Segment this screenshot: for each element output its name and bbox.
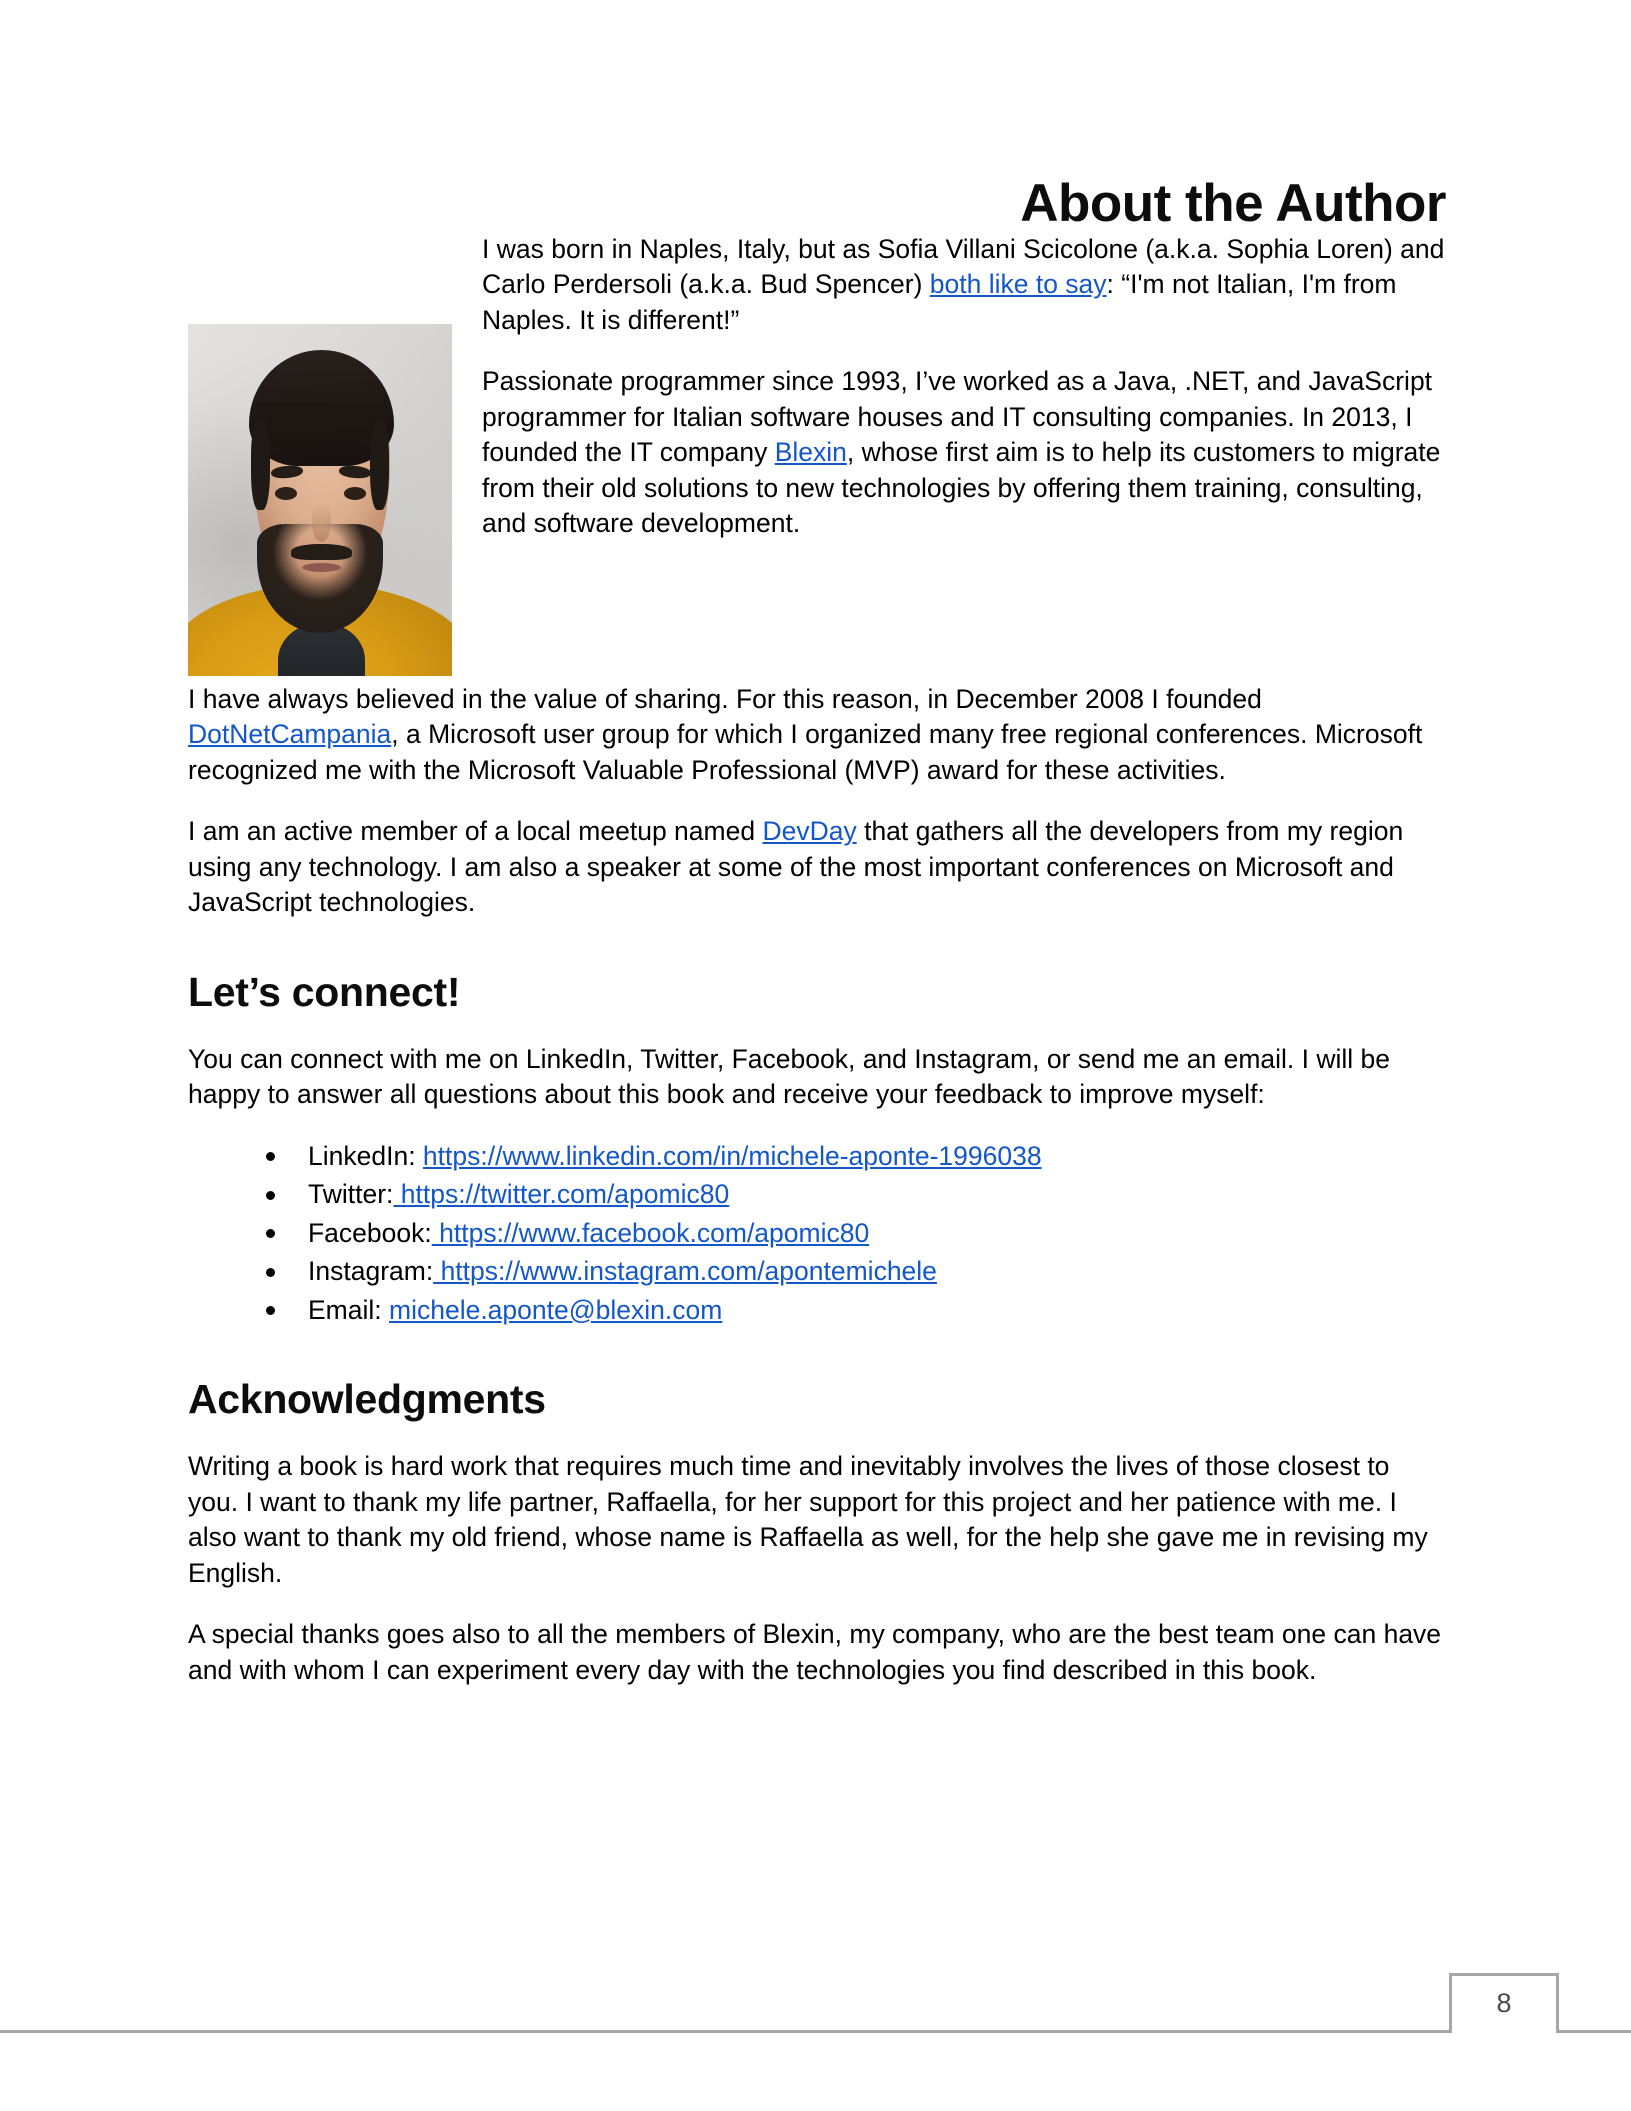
paragraph-meetup-text-1: I am an active member of a local meetup named — [188, 816, 763, 847]
page-footer — [0, 1971, 1631, 2033]
portrait-eye-right — [344, 487, 366, 500]
contact-label-linkedin: LinkedIn: — [308, 1140, 423, 1171]
footer-rule-right — [1559, 2030, 1631, 2033]
paragraph-birthplace-text-2: : “I'm not Italian, I'm from Naples. It is different!” — [482, 269, 1397, 335]
devday-link[interactable]: DevDay — [762, 816, 857, 847]
bullet-icon — [266, 1152, 275, 1161]
contact-label-instagram: Instagram: — [308, 1256, 434, 1287]
intro-block — [188, 232, 1446, 682]
twitter-profile-link[interactable]: https://twitter.com/apomic80 — [393, 1179, 730, 1210]
paragraph-career-text-1: Passionate programmer since 1993, I’ve worked as a Java, .NET, and JavaScript programmer for Italian software houses and IT consulting companies. In 2013, I founded the IT company — [482, 366, 1433, 468]
paragraph-acknowledgments-first: Writing a book is hard work that requires much time and inevitably involves the lives of those closest to you. I want to thank my life partner, Raffaella, for her support for this project and her patience with me. I also want to thank my old friend, whose name is Raffaella as well, for the help she gave me in revising my English. — [188, 1451, 1428, 1588]
list-item-linkedin — [188, 1139, 1446, 1175]
portrait-sideburn-left — [251, 419, 269, 511]
contact-label-twitter: Twitter: — [308, 1179, 394, 1210]
bullet-icon — [266, 1306, 275, 1315]
bullet-icon — [266, 1229, 275, 1238]
both-like-to-say-link[interactable]: both like to say — [929, 269, 1107, 300]
linkedin-profile-link[interactable]: https://www.linkedin.com/in/michele-aponte-1996038 — [422, 1140, 1042, 1171]
author-portrait-image — [188, 324, 452, 676]
contact-label-email: Email: — [308, 1294, 389, 1325]
portrait-nose — [312, 503, 330, 542]
paragraph-connect-intro: You can connect with me on LinkedIn, Twitter, Facebook, and Instagram, or send me an email. I will be happy to answer all questions about this book and receive your feedback to improve myself: — [188, 1043, 1390, 1110]
list-item-email — [188, 1293, 1446, 1329]
list-item-facebook — [188, 1216, 1446, 1252]
heading-lets-connect: Let’s connect! — [188, 968, 461, 1015]
paragraph-birthplace — [188, 232, 1446, 339]
paragraph-acknowledgments-second: A special thanks goes also to all the members of Blexin, my company, who are the best team one can have and with whom I can experiment every day with the technologies you find described in this book. — [188, 1619, 1442, 1685]
page-number-box — [1449, 1973, 1559, 2033]
page-number: 8 — [1496, 1988, 1512, 2018]
blexin-link[interactable]: Blexin — [774, 437, 847, 468]
dotnetcampania-link[interactable]: DotNetCampania — [188, 719, 392, 750]
portrait-mustache — [291, 544, 352, 560]
paragraph-meetup — [188, 814, 1446, 921]
bullet-icon — [266, 1268, 275, 1277]
paragraph-sharing-text-1: I have always believed in the value of sharing. For this reason, in December 2008 I founded — [188, 683, 1262, 714]
list-item-twitter — [188, 1177, 1446, 1213]
page-content — [188, 0, 1446, 1714]
facebook-profile-link[interactable]: https://www.facebook.com/apomic80 — [431, 1217, 870, 1248]
paragraph-birthplace-text-1: I was born in Naples, Italy, but as Sofia Villani Scicolone (a.k.a. Sophia Loren) and Carlo Perdersoli (a.k.a. Bud Spencer) — [482, 233, 1445, 300]
email-address-link[interactable]: michele.aponte@blexin.com — [389, 1294, 723, 1325]
instagram-profile-link[interactable]: https://www.instagram.com/apontemichele — [433, 1256, 937, 1287]
page-title: About the Author — [1020, 174, 1446, 233]
paragraph-meetup-text-2: that gathers all the developers from my region using any technology. I am also a speaker at some of the most important conferences on Microsoft and JavaScript technologies. — [188, 816, 1404, 918]
heading-acknowledgments: Acknowledgments — [188, 1376, 546, 1423]
portrait-sideburn-right — [370, 419, 388, 511]
contact-list — [188, 1139, 1446, 1329]
bullet-icon — [266, 1191, 275, 1200]
paragraph-sharing-text-2: , a Microsoft user group for which I organized many free regional conferences. Microsoft recognized me with the Microsoft Valuable Professional (MVP) award for these activities. — [188, 719, 1423, 785]
footer-rule-left — [0, 2030, 1449, 2033]
paragraph-sharing — [188, 682, 1446, 789]
contact-label-facebook: Facebook: — [308, 1217, 432, 1248]
list-item-instagram — [188, 1254, 1446, 1290]
paragraph-career-text-2: , whose first aim is to help its customers to migrate from their old solutions to new technologies by offering them training, consulting, and software development. — [482, 437, 1441, 539]
